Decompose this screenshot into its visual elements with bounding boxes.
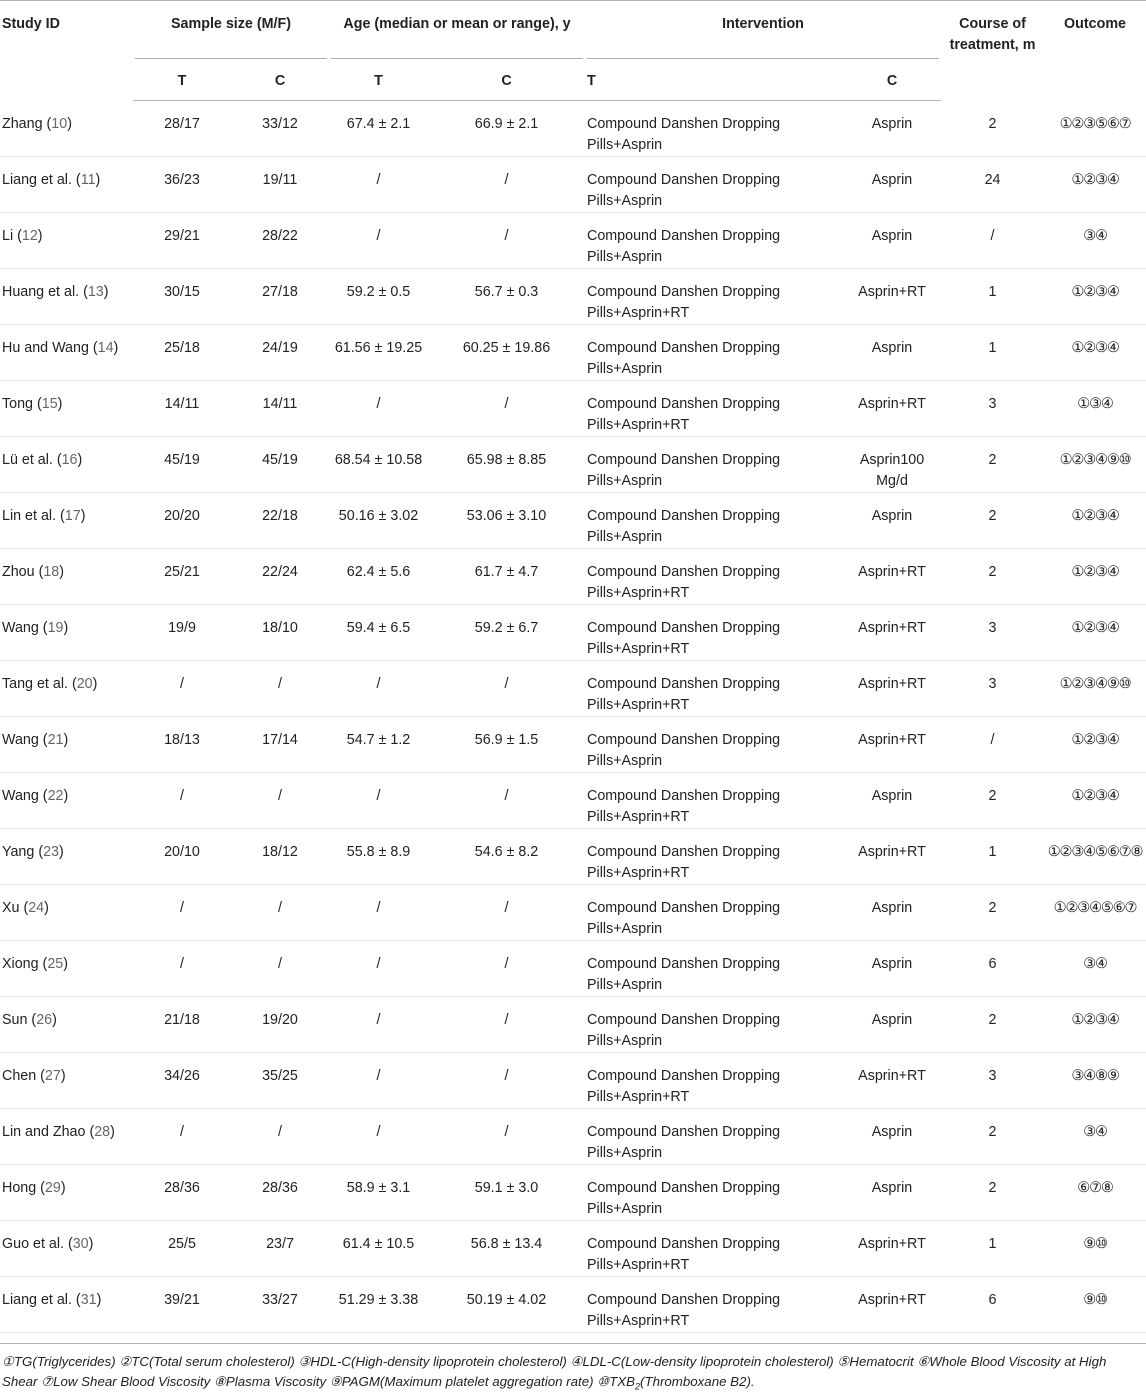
study-reference-link[interactable]: 24 — [28, 900, 45, 916]
cell-intervention-t: Compound Danshen Dropping Pills+Asprin — [585, 101, 843, 157]
cell-study-id: Tang et al. (20) — [0, 661, 133, 717]
cell-study-id: Sun (26) — [0, 997, 133, 1053]
cell-age-t: / — [329, 885, 428, 941]
study-author: Yang — [2, 844, 35, 860]
cell-study-id: Yang (23) — [0, 829, 133, 885]
cell-age-c: 56.8 ± 13.4 — [428, 1221, 585, 1277]
study-author: Lin et al. — [2, 508, 57, 524]
cell-course: 3 — [941, 605, 1044, 661]
table-row — [0, 325, 1146, 381]
cell-intervention-c: Asprin+RT — [843, 381, 941, 437]
cell-study-id: Hu and Wang (14) — [0, 325, 133, 381]
cell-sample-t: / — [133, 773, 231, 829]
cell-course: 2 — [941, 885, 1044, 941]
cell-intervention-c: Asprin — [843, 157, 941, 213]
cell-age-c: 54.6 ± 8.2 — [428, 829, 585, 885]
cell-sample-t: 14/11 — [133, 381, 231, 437]
cell-intervention-c: Asprin — [843, 1165, 941, 1221]
cell-intervention-t: Compound Danshen Dropping Pills+Asprin — [585, 493, 843, 549]
cell-intervention-t: Compound Danshen Dropping Pills+Asprin — [585, 157, 843, 213]
table-row — [0, 549, 1146, 605]
cell-age-c: 60.25 ± 19.86 — [428, 325, 585, 381]
cell-intervention-t: Compound Danshen Dropping Pills+Asprin+RT — [585, 1221, 843, 1277]
cell-age-t: / — [329, 381, 428, 437]
cell-intervention-c: Asprin+RT — [843, 829, 941, 885]
table-row — [0, 997, 1146, 1053]
cell-course: 2 — [941, 1165, 1044, 1221]
cell-intervention-c: Asprin+RT — [843, 269, 941, 325]
cell-course: / — [941, 213, 1044, 269]
cell-outcome: ①②③⑤⑥⑦ — [1044, 101, 1146, 157]
cell-sample-c: / — [231, 773, 329, 829]
study-reference-link[interactable]: 22 — [47, 788, 64, 804]
cell-course: 24 — [941, 157, 1044, 213]
cell-sample-t: 20/20 — [133, 493, 231, 549]
cell-outcome: ③④ — [1044, 1109, 1146, 1165]
cell-study-id: Guo et al. (30) — [0, 1221, 133, 1277]
cell-sample-t: 25/18 — [133, 325, 231, 381]
cell-intervention-t: Compound Danshen Dropping Pills+Asprin — [585, 437, 843, 493]
cell-outcome: ⑨⑩ — [1044, 1221, 1146, 1277]
cell-intervention-c: Asprin+RT — [843, 549, 941, 605]
cell-outcome: ①②③④ — [1044, 157, 1146, 213]
study-reference-link[interactable]: 13 — [87, 284, 104, 300]
cell-sample-t: 28/36 — [133, 1165, 231, 1221]
header-sample-c: C — [231, 59, 329, 101]
table-row — [0, 1165, 1146, 1221]
cell-course: 3 — [941, 381, 1044, 437]
study-reference-link[interactable]: 28 — [94, 1124, 111, 1140]
cell-course: 2 — [941, 437, 1044, 493]
cell-intervention-c: Asprin — [843, 325, 941, 381]
table-row — [0, 941, 1146, 997]
cell-sample-c: 33/27 — [231, 1277, 329, 1333]
cell-age-c: 65.98 ± 8.85 — [428, 437, 585, 493]
cell-intervention-t: Compound Danshen Dropping Pills+Asprin+RT — [585, 773, 843, 829]
cell-study-id: Chen (27) — [0, 1053, 133, 1109]
cell-sample-t: / — [133, 661, 231, 717]
cell-intervention-c: Asprin+RT — [843, 1221, 941, 1277]
table-body — [0, 101, 1146, 1333]
cell-sample-t: 21/18 — [133, 997, 231, 1053]
cell-age-c: / — [428, 997, 585, 1053]
cell-outcome: ①②③④⑨⑩ — [1044, 437, 1146, 493]
cell-intervention-t: Compound Danshen Dropping Pills+Asprin+RT — [585, 269, 843, 325]
cell-study-id: Hong (29) — [0, 1165, 133, 1221]
footnote-text: ①TG(Triglycerides) ②TC(Total serum cholesterol) ③HDL-C(High-density lipoprotein cholesterol) ④LDL-C(Low-density lipoprotein cholesterol) ⑤Hematocrit ⑥Whole Blood Viscosity at High Shear ⑦Low Shear Blood Viscosity ⑧Plasma Viscosity ⑨PAGM(Maximum platelet aggregation rate) ⑩TXB — [2, 1354, 1107, 1389]
cell-intervention-c: Asprin — [843, 101, 941, 157]
cell-sample-c: 28/36 — [231, 1165, 329, 1221]
cell-course: 6 — [941, 941, 1044, 997]
cell-intervention-c: Asprin+RT — [843, 1053, 941, 1109]
cell-outcome: ①②③④ — [1044, 493, 1146, 549]
cell-intervention-t: Compound Danshen Dropping Pills+Asprin — [585, 997, 843, 1053]
cell-sample-t: 19/9 — [133, 605, 231, 661]
header-intervention-c: C — [843, 59, 941, 101]
study-reference-link[interactable]: 18 — [43, 564, 60, 580]
study-reference-link[interactable]: 21 — [47, 732, 64, 748]
study-author: Sun — [2, 1012, 28, 1028]
footnote-text-end: (Thromboxane B2). — [640, 1374, 755, 1389]
cell-age-t: 50.16 ± 3.02 — [329, 493, 428, 549]
cell-outcome: ①②③④⑤⑥⑦⑧ — [1044, 829, 1146, 885]
cell-sample-c: 18/10 — [231, 605, 329, 661]
cell-sample-c: 28/22 — [231, 213, 329, 269]
cell-sample-t: 45/19 — [133, 437, 231, 493]
cell-course: 2 — [941, 997, 1044, 1053]
table-row — [0, 213, 1146, 269]
cell-course: 2 — [941, 101, 1044, 157]
cell-outcome: ①②③④ — [1044, 549, 1146, 605]
cell-age-t: 67.4 ± 2.1 — [329, 101, 428, 157]
cell-study-id: Liang et al. (11) — [0, 157, 133, 213]
table-row — [0, 157, 1146, 213]
footnote-subscript: 2 — [635, 1381, 641, 1392]
cell-age-t: / — [329, 941, 428, 997]
header-sample-size: Sample size (M/F) — [133, 1, 329, 59]
header-sample-t: T — [133, 59, 231, 101]
cell-age-t: 51.29 ± 3.38 — [329, 1277, 428, 1333]
table-row — [0, 773, 1146, 829]
cell-sample-c: 45/19 — [231, 437, 329, 493]
header-outcome: Outcome — [1044, 1, 1146, 101]
cell-outcome: ①②③④ — [1044, 605, 1146, 661]
cell-outcome: ①②③④ — [1044, 997, 1146, 1053]
cell-intervention-c: Asprin — [843, 941, 941, 997]
cell-age-c: / — [428, 941, 585, 997]
cell-age-c: 53.06 ± 3.10 — [428, 493, 585, 549]
cell-intervention-c: Asprin — [843, 773, 941, 829]
study-reference-link[interactable]: 16 — [61, 452, 78, 468]
cell-age-t: / — [329, 773, 428, 829]
study-reference-link[interactable]: 27 — [44, 1068, 61, 1084]
cell-sample-t: 25/5 — [133, 1221, 231, 1277]
cell-intervention-t: Compound Danshen Dropping Pills+Asprin+RT — [585, 1277, 843, 1333]
cell-sample-c: 18/12 — [231, 829, 329, 885]
cell-sample-c: 19/20 — [231, 997, 329, 1053]
cell-outcome: ⑨⑩ — [1044, 1277, 1146, 1333]
cell-intervention-c: Asprin — [843, 213, 941, 269]
cell-age-c: / — [428, 773, 585, 829]
cell-sample-t: 39/21 — [133, 1277, 231, 1333]
cell-intervention-t: Compound Danshen Dropping Pills+Asprin — [585, 885, 843, 941]
cell-sample-c: / — [231, 941, 329, 997]
table-row — [0, 1277, 1146, 1333]
cell-course: 2 — [941, 549, 1044, 605]
cell-sample-t: / — [133, 941, 231, 997]
cell-outcome: ⑥⑦⑧ — [1044, 1165, 1146, 1221]
study-reference-link[interactable]: 15 — [41, 396, 58, 412]
cell-age-t: / — [329, 157, 428, 213]
cell-age-c: / — [428, 1109, 585, 1165]
cell-age-t: 59.4 ± 6.5 — [329, 605, 428, 661]
header-age: Age (median or mean or range), y — [329, 1, 585, 59]
header-study-id: Study ID — [0, 1, 133, 101]
cell-intervention-t: Compound Danshen Dropping Pills+Asprin+RT — [585, 549, 843, 605]
table-row — [0, 885, 1146, 941]
study-author: Li — [2, 228, 14, 244]
cell-study-id: Li (12) — [0, 213, 133, 269]
table-footnote — [0, 1343, 1146, 1392]
cell-course: 1 — [941, 325, 1044, 381]
study-reference-link[interactable]: 30 — [72, 1236, 89, 1252]
cell-outcome: ①②③④⑤⑥⑦ — [1044, 885, 1146, 941]
header-course: Course of treatment, m — [941, 1, 1044, 101]
cell-sample-t: / — [133, 885, 231, 941]
cell-sample-c: / — [231, 885, 329, 941]
cell-study-id: Xu (24) — [0, 885, 133, 941]
cell-intervention-c: Asprin — [843, 997, 941, 1053]
table-row — [0, 717, 1146, 773]
cell-intervention-t: Compound Danshen Dropping Pills+Asprin — [585, 213, 843, 269]
cell-study-id: Lin et al. (17) — [0, 493, 133, 549]
table-row — [0, 661, 1146, 717]
study-reference-link[interactable]: 26 — [36, 1012, 53, 1028]
cell-age-t: / — [329, 213, 428, 269]
cell-study-id: Lin and Zhao (28) — [0, 1109, 133, 1165]
table-row — [0, 381, 1146, 437]
cell-age-c: 61.7 ± 4.7 — [428, 549, 585, 605]
study-reference-link[interactable]: 17 — [64, 508, 81, 524]
study-author: Wang — [2, 732, 39, 748]
study-author: Huang et al. — [2, 284, 80, 300]
cell-intervention-t: Compound Danshen Dropping Pills+Asprin — [585, 325, 843, 381]
cell-sample-t: 18/13 — [133, 717, 231, 773]
table-row — [0, 269, 1146, 325]
cell-intervention-t: Compound Danshen Dropping Pills+Asprin — [585, 717, 843, 773]
cell-sample-t: 29/21 — [133, 213, 231, 269]
cell-age-t: 61.4 ± 10.5 — [329, 1221, 428, 1277]
cell-intervention-c: Asprin+RT — [843, 605, 941, 661]
study-author: Tang et al. — [2, 676, 68, 692]
cell-sample-c: 24/19 — [231, 325, 329, 381]
cell-course: / — [941, 717, 1044, 773]
study-author: Wang — [2, 620, 39, 636]
cell-sample-t: 28/17 — [133, 101, 231, 157]
table-row — [0, 1221, 1146, 1277]
cell-intervention-t: Compound Danshen Dropping Pills+Asprin — [585, 1109, 843, 1165]
cell-age-c: / — [428, 885, 585, 941]
study-author: Liang et al. — [2, 1292, 72, 1308]
cell-sample-c: 17/14 — [231, 717, 329, 773]
cell-outcome: ③④⑧⑨ — [1044, 1053, 1146, 1109]
table-header — [0, 1, 1146, 101]
cell-age-t: / — [329, 1053, 428, 1109]
cell-age-c: 66.9 ± 2.1 — [428, 101, 585, 157]
cell-course: 1 — [941, 1221, 1044, 1277]
study-reference-link[interactable]: 11 — [80, 172, 96, 188]
cell-age-t: 54.7 ± 1.2 — [329, 717, 428, 773]
cell-study-id: Huang et al. (13) — [0, 269, 133, 325]
cell-sample-c: 19/11 — [231, 157, 329, 213]
cell-study-id: Wang (19) — [0, 605, 133, 661]
study-reference-link[interactable]: 25 — [47, 956, 64, 972]
cell-intervention-c: Asprin — [843, 1109, 941, 1165]
cell-outcome: ①②③④ — [1044, 325, 1146, 381]
cell-age-t: 68.54 ± 10.58 — [329, 437, 428, 493]
cell-outcome: ①③④ — [1044, 381, 1146, 437]
cell-intervention-c: Asprin100 Mg/d — [843, 437, 941, 493]
cell-age-t: 61.56 ± 19.25 — [329, 325, 428, 381]
table-row — [0, 605, 1146, 661]
cell-age-t: 58.9 ± 3.1 — [329, 1165, 428, 1221]
study-reference-link[interactable]: 31 — [80, 1292, 97, 1308]
table-row — [0, 829, 1146, 885]
cell-intervention-c: Asprin+RT — [843, 1277, 941, 1333]
study-reference-link[interactable]: 20 — [76, 676, 93, 692]
study-author: Wang — [2, 788, 39, 804]
cell-age-c: / — [428, 1053, 585, 1109]
cell-outcome: ③④ — [1044, 941, 1146, 997]
study-reference-link[interactable]: 29 — [44, 1180, 61, 1196]
cell-age-c: / — [428, 157, 585, 213]
cell-intervention-t: Compound Danshen Dropping Pills+Asprin+RT — [585, 661, 843, 717]
cell-study-id: Wang (21) — [0, 717, 133, 773]
table-row — [0, 101, 1146, 157]
cell-study-id: Zhou (18) — [0, 549, 133, 605]
study-reference-link[interactable]: 14 — [97, 340, 114, 356]
cell-study-id: Liang et al. (31) — [0, 1277, 133, 1333]
study-reference-link[interactable]: 19 — [47, 620, 64, 636]
study-author: Hu and Wang — [2, 340, 89, 356]
table-row — [0, 493, 1146, 549]
cell-intervention-t: Compound Danshen Dropping Pills+Asprin — [585, 941, 843, 997]
study-author: Tong — [2, 396, 34, 412]
study-author: Zhou — [2, 564, 35, 580]
cell-outcome: ①②③④ — [1044, 717, 1146, 773]
cell-intervention-c: Asprin+RT — [843, 717, 941, 773]
study-author: Guo et al. — [2, 1236, 64, 1252]
cell-outcome: ①②③④⑨⑩ — [1044, 661, 1146, 717]
study-author: Chen — [2, 1068, 37, 1084]
study-author: Xiong — [2, 956, 39, 972]
cell-sample-c: 33/12 — [231, 101, 329, 157]
cell-course: 1 — [941, 829, 1044, 885]
study-author: Zhang — [2, 115, 43, 132]
cell-intervention-t: Compound Danshen Dropping Pills+Asprin — [585, 1165, 843, 1221]
cell-study-id: Lü et al. (16) — [0, 437, 133, 493]
cell-age-t: / — [329, 661, 428, 717]
cell-sample-c: / — [231, 1109, 329, 1165]
cell-age-t: 62.4 ± 5.6 — [329, 549, 428, 605]
study-author: Xu — [2, 900, 20, 916]
cell-sample-c: 22/24 — [231, 549, 329, 605]
cell-sample-t: 20/10 — [133, 829, 231, 885]
cell-age-t: / — [329, 1109, 428, 1165]
cell-study-id: Xiong (25) — [0, 941, 133, 997]
cell-study-id: Wang (22) — [0, 773, 133, 829]
cell-course: 2 — [941, 493, 1044, 549]
header-age-c: C — [428, 59, 585, 101]
cell-intervention-c: Asprin — [843, 885, 941, 941]
cell-intervention-t: Compound Danshen Dropping Pills+Asprin+RT — [585, 1053, 843, 1109]
cell-age-c: 56.7 ± 0.3 — [428, 269, 585, 325]
cell-intervention-t: Compound Danshen Dropping Pills+Asprin+RT — [585, 381, 843, 437]
cell-sample-t: 30/15 — [133, 269, 231, 325]
header-intervention-t: T — [585, 59, 843, 101]
cell-sample-t: / — [133, 1109, 231, 1165]
cell-intervention-t: Compound Danshen Dropping Pills+Asprin+RT — [585, 829, 843, 885]
cell-sample-c: 22/18 — [231, 493, 329, 549]
header-intervention: Intervention — [585, 1, 941, 59]
cell-sample-t: 36/23 — [133, 157, 231, 213]
cell-sample-c: 14/11 — [231, 381, 329, 437]
cell-course: 2 — [941, 773, 1044, 829]
cell-age-c: / — [428, 213, 585, 269]
cell-study-id: Tong (15) — [0, 381, 133, 437]
cell-intervention-c: Asprin+RT — [843, 661, 941, 717]
cell-sample-c: 27/18 — [231, 269, 329, 325]
cell-course: 1 — [941, 269, 1044, 325]
cell-outcome: ③④ — [1044, 213, 1146, 269]
table-row — [0, 437, 1146, 493]
cell-age-c: / — [428, 381, 585, 437]
cell-sample-t: 25/21 — [133, 549, 231, 605]
cell-outcome: ①②③④ — [1044, 773, 1146, 829]
cell-course: 6 — [941, 1277, 1044, 1333]
cell-age-c: / — [428, 661, 585, 717]
cell-course: 2 — [941, 1109, 1044, 1165]
study-author: Liang et al. — [2, 172, 72, 188]
cell-course: 3 — [941, 661, 1044, 717]
cell-age-t: / — [329, 997, 428, 1053]
cell-course: 3 — [941, 1053, 1044, 1109]
cell-intervention-t: Compound Danshen Dropping Pills+Asprin+RT — [585, 605, 843, 661]
cell-sample-c: 23/7 — [231, 1221, 329, 1277]
cell-age-c: 59.2 ± 6.7 — [428, 605, 585, 661]
cell-age-c: 50.19 ± 4.02 — [428, 1277, 585, 1333]
cell-study-id: Zhang (10) — [0, 101, 133, 157]
study-author: Lü et al. — [2, 452, 53, 468]
header-age-t: T — [329, 59, 428, 101]
study-reference-link[interactable]: 23 — [43, 844, 59, 860]
cell-sample-t: 34/26 — [133, 1053, 231, 1109]
cell-sample-c: / — [231, 661, 329, 717]
study-author: Hong — [2, 1180, 37, 1196]
cell-age-t: 55.8 ± 8.9 — [329, 829, 428, 885]
study-reference-link[interactable]: 12 — [21, 228, 38, 244]
cell-age-t: 59.2 ± 0.5 — [329, 269, 428, 325]
cell-age-c: 59.1 ± 3.0 — [428, 1165, 585, 1221]
table-row — [0, 1109, 1146, 1165]
cell-outcome: ①②③④ — [1044, 269, 1146, 325]
study-author: Lin and Zhao — [2, 1124, 86, 1140]
study-reference-link[interactable]: 10 — [51, 115, 68, 132]
table-row — [0, 1053, 1146, 1109]
cell-intervention-c: Asprin — [843, 493, 941, 549]
cell-age-c: 56.9 ± 1.5 — [428, 717, 585, 773]
cell-sample-c: 35/25 — [231, 1053, 329, 1109]
